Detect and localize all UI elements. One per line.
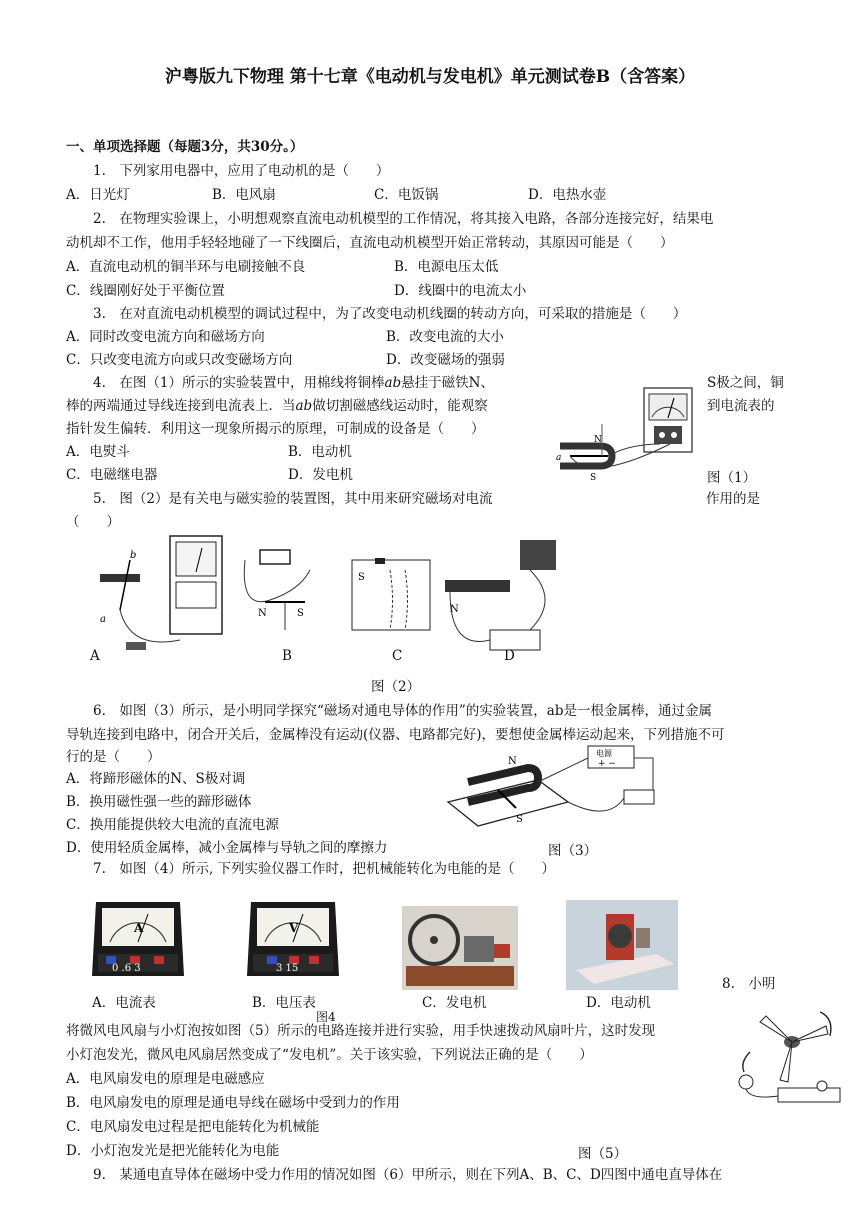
q1-option-b: B．电风扇	[212, 187, 276, 203]
q1-stem: 1. 下列家用电器中，应用了电动机的是（ ）	[93, 163, 390, 179]
q9-stem: 9. 某通电直导体在磁场中受力作用的情况如图（6）甲所示，则在下列A、B、C、D四图中通电直导体在	[93, 1167, 723, 1183]
q4-option-d: D．发电机	[288, 467, 353, 483]
figure-2-label-b: B	[282, 648, 292, 664]
ammeter-terminal-labels: 0 .6 3	[112, 963, 141, 974]
q4-option-c: C．电磁继电器	[66, 467, 158, 483]
q3-stem: 3. 在对直流电动机模型的调试过程中，为了改变电动机线圈的转动方向，可采取的措施是（ ）	[93, 306, 687, 322]
q3-option-c: C．只改变电流方向或只改变磁场方向	[66, 352, 293, 368]
q2-option-a: A．直流电动机的铜半环与电刷接触不良	[66, 259, 306, 275]
q6-option-b: B．换用磁性强一些的蹄形磁体	[66, 794, 252, 810]
q2-option-b: B．电源电压太低	[394, 259, 499, 275]
q4-option-b: B．电动机	[288, 444, 352, 460]
q5-stem-line1: 5. 图（2）是有关电与磁实验的装置图，其中用来研究磁场对电流	[93, 491, 493, 507]
q8-stem-line1: 将微风电风扇与小灯泡按如图（5）所示的电路连接并进行实验，用手快速拨动风扇叶片，这时发现	[66, 1023, 656, 1039]
q5-stem-line2: （ ）	[66, 514, 120, 530]
q1-option-a: A．日光灯	[66, 187, 130, 203]
svg-text:a: a	[556, 453, 562, 463]
svg-text:A: A	[134, 921, 144, 935]
q2-option-d: D．线圈中的电流太小	[394, 283, 527, 299]
section-heading: 一、单项选择题（每题3分，共30分。）	[66, 139, 304, 155]
q7-stem: 7. 如图（4）所示, 下列实验仪器工作时，把机械能转化为电能的是（ ）	[93, 861, 556, 877]
q6-stem-line2: 导轨连接到电路中，闭合开关后，金属棒没有运动(仪器、电路都完好)，要想使金属棒运动起来，下列措施不可	[66, 727, 725, 743]
q2-stem-line2: 动机却不工作，他用手轻轻地碰了一下线圈后，直流电动机模型开始正常转动，其原因可能是（ ）	[66, 235, 674, 251]
svg-text:电源: 电源	[596, 749, 612, 758]
figure-1-apparatus	[550, 384, 700, 488]
figure-1-caption: 图（1）	[707, 470, 757, 486]
figure-4-label-c: C．发电机	[422, 995, 487, 1011]
figure-2-caption: 图（2）	[371, 679, 421, 695]
q4-stem-line2: 棒的两端通过导线连接到电流表上．当ab做切割磁感线运动时，能观察	[66, 398, 488, 414]
q3-option-a: A．同时改变电流方向和磁场方向	[66, 329, 265, 345]
svg-text:N: N	[258, 608, 267, 619]
q8-stem-line2: 小灯泡发光，微风电风扇居然变成了“发电机”。关于该实验，下列说法正确的是（ ）	[66, 1047, 593, 1063]
q8-option-c: C．电风扇发电过程是把电能转化为机械能	[66, 1119, 320, 1135]
q4-stem-line1-tail: S极之间，铜	[707, 375, 784, 391]
svg-text:N: N	[508, 756, 517, 767]
q1-option-c: C．电饭锅	[374, 187, 439, 203]
page-title: 沪粤版九下物理 第十七章《电动机与发电机》单元测试卷B（含答案）	[164, 67, 696, 87]
figure-5-fan-circuit	[730, 1002, 852, 1112]
svg-text:S: S	[516, 814, 523, 825]
figure-4-label-d: D．电动机	[586, 995, 651, 1011]
figure-2-label-a: A	[90, 648, 100, 664]
figure-3-caption: 图（3）	[548, 843, 598, 859]
q6-option-d: D．使用轻质金属棒，减小金属棒与导轨之间的摩擦力	[66, 840, 388, 856]
q8-stem-lead: 8. 小明	[722, 976, 776, 992]
svg-text:S: S	[358, 572, 365, 583]
figure-4-label-b: B．电压表	[252, 995, 316, 1011]
voltmeter-terminal-labels: 3 15	[276, 963, 299, 974]
q6-stem-line3: 行的是（ ）	[66, 749, 161, 765]
q6-stem-line1: 6. 如图（3）所示，是小明同学探究“磁场对通电导体的作用”的实验装置，ab是一根金属棒，通过金属	[93, 703, 712, 719]
svg-text:S: S	[297, 608, 304, 619]
figure-4-label-a: A．电流表	[92, 995, 156, 1011]
q8-option-b: B．电风扇发电的原理是通电导线在磁场中受到力的作用	[66, 1095, 400, 1111]
q2-option-c: C．线圈刚好处于平衡位置	[66, 283, 225, 299]
figure-4-caption: 图4	[316, 1010, 336, 1024]
svg-text:b: b	[130, 550, 137, 561]
svg-text:a: a	[100, 614, 106, 625]
figure-2-label-c: C	[392, 648, 403, 664]
q4-stem-line3: 指针发生偏转．利用这一现象所揭示的原理，可制成的设备是（ ）	[66, 421, 485, 437]
svg-text:V: V	[289, 921, 299, 935]
svg-text:+ −: + −	[598, 759, 616, 769]
q4-option-a: A．电熨斗	[66, 444, 130, 460]
q5-stem-line1-tail: 作用的是	[706, 491, 760, 507]
q3-option-d: D．改变磁场的强弱	[386, 352, 505, 368]
q2-stem-line1: 2. 在物理实验课上，小明想观察直流电动机模型的工作情况，将其接入电路，各部分连接完好，结果电	[93, 211, 714, 227]
q8-option-d: D．小灯泡发光是把光能转化为电能	[66, 1143, 280, 1159]
q1-option-d: D．电热水壶	[528, 187, 607, 203]
generator-image	[402, 906, 518, 990]
figure-2-label-d: D	[504, 648, 515, 664]
q3-option-b: B．改变电流的大小	[386, 329, 504, 345]
figure-5-caption: 图（5）	[578, 1146, 628, 1162]
q4-stem-line1: 4. 在图（1）所示的实验装置中，用棉线将铜棒ab悬挂于磁铁N、	[93, 375, 494, 391]
figure-3-apparatus	[438, 742, 668, 834]
svg-text:S: S	[590, 473, 597, 483]
svg-text:N: N	[594, 435, 602, 445]
q4-stem-line2-tail: 到电流表的	[707, 398, 775, 414]
q8-option-a: A．电风扇发电的原理是电磁感应	[66, 1071, 265, 1087]
svg-text:N: N	[450, 604, 459, 615]
figure-2-apparatus	[90, 530, 560, 670]
q6-option-c: C．换用能提供较大电流的直流电源	[66, 817, 279, 833]
q6-option-a: A．将蹄形磁体的N、S极对调	[66, 771, 246, 787]
motor-image	[566, 900, 678, 990]
